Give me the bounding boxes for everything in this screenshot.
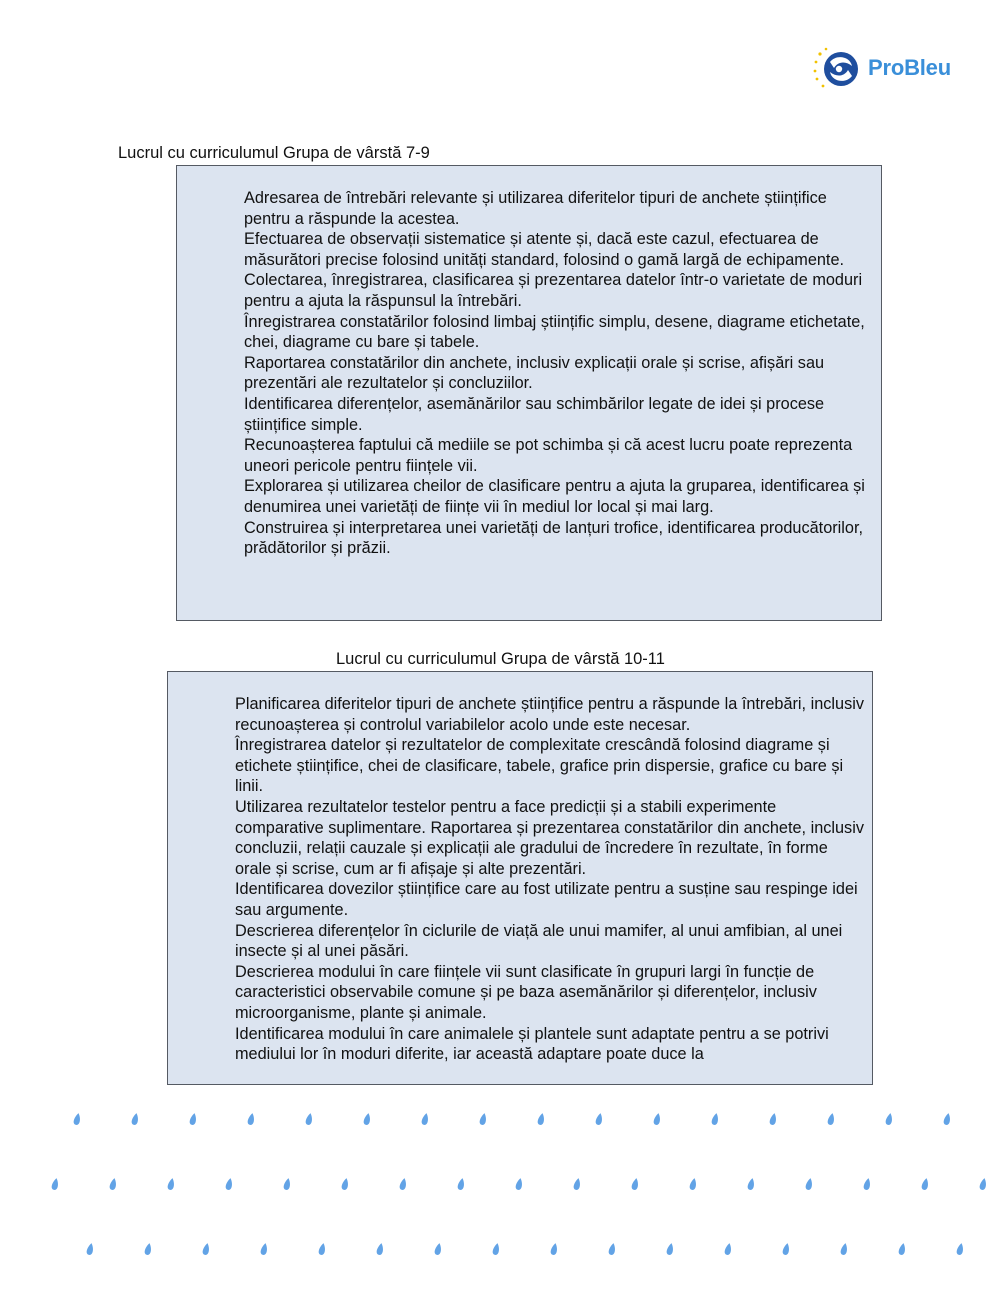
droplet-icon: [653, 1113, 661, 1126]
droplet-icon: [805, 1178, 813, 1191]
droplet-icon: [608, 1243, 616, 1256]
droplet-icon: [747, 1178, 755, 1191]
droplet-icon: [51, 1178, 59, 1191]
droplet-icon: [109, 1178, 117, 1191]
curriculum-item: Raportarea constatărilor din anchete, inclusiv explicații orale și scrise, afișări sau prezentări ale rezultatelor și concluziilor.: [244, 353, 825, 393]
droplet-icon: [260, 1243, 268, 1256]
probleu-logo: [812, 46, 972, 92]
droplet-icon: [840, 1243, 848, 1256]
droplet-icon: [305, 1113, 313, 1126]
droplet-icon: [318, 1243, 326, 1256]
curriculum-item: Identificarea modului în care animalele și plantele sunt adaptate pentru a se potrivi mediului lor în moduri diferite, iar această adaptare poate duce la: [235, 1024, 829, 1064]
droplet-icon: [247, 1113, 255, 1126]
logo-text: ProBleu: [868, 55, 951, 80]
droplet-icon: [885, 1113, 893, 1126]
droplet-icon: [573, 1178, 581, 1191]
droplet-icon: [399, 1178, 407, 1191]
curriculum-item: Identificarea dovezilor științifice care au fost utilizate pentru a susține sau respinge idei sau argumente.: [235, 880, 858, 919]
curriculum-item: Descrierea modului în care ființele vii sunt clasificate în grupuri largi în funcție de caracteristici observabile comune și pe baza asemănărilor și diferențelor, inclusiv microorganisme, plante și animale.: [235, 962, 817, 1022]
curriculum-box-age-10-11: [167, 671, 873, 1085]
droplet-icon: [666, 1243, 674, 1256]
droplet-icon: [479, 1113, 487, 1126]
droplet-icon: [769, 1113, 777, 1126]
droplet-icon: [189, 1113, 197, 1126]
section-title-age-10-11: Lucrul cu curriculumul Grupa de vârstă 10-11: [336, 650, 665, 668]
curriculum-item: Utilizarea rezultatelor testelor pentru a face predicții și a stabili experimente comparative suplimentare. Raportarea și prezentarea constatărilor din anchete, inclusiv concluzii, relații cauzale și explicații ale gradului de încredere în rezultate, în forme orale și scrise, cum ar fi afișaje și alte prezentări.: [235, 797, 864, 878]
droplet-icon: [492, 1243, 500, 1256]
droplet-icon: [979, 1178, 987, 1191]
section-title-age-7-9: Lucrul cu curriculumul Grupa de vârstă 7-9: [118, 144, 430, 162]
curriculum-item: Planificarea diferitelor tipuri de anchete științifice pentru a răspunde la întrebări, inclusiv recunoașterea și controlul variabilelor acolo unde este necesar.: [235, 695, 864, 734]
droplet-icon: [827, 1113, 835, 1126]
droplet-icon: [457, 1178, 465, 1191]
probleu-logo-icon: [812, 46, 862, 92]
droplet-icon: [341, 1178, 349, 1191]
curriculum-item: Descrierea diferențelor în ciclurile de viață ale unui mamifer, al unui amfibian, al unei insecte și al unei păsări.: [235, 921, 843, 961]
droplet-icon: [167, 1178, 175, 1191]
droplet-icon: [376, 1243, 384, 1256]
droplet-icon: [225, 1178, 233, 1191]
droplet-icon: [363, 1113, 371, 1126]
droplet-icon: [283, 1178, 291, 1191]
curriculum-item: Identificarea diferențelor, asemănărilor sau schimbărilor legate de idei și procese științifice simple.: [244, 394, 825, 434]
droplet-icon: [595, 1113, 603, 1126]
curriculum-item: Efectuarea de observații sistematice și atente și, dacă este cazul, efectuarea de măsurători precise folosind unități standard, folosind o gamă largă de echipamente.: [244, 230, 845, 269]
decorative-drop-pattern: [0, 1100, 1000, 1270]
curriculum-item: Recunoașterea faptului că mediile se pot schimba și că acest lucru poate reprezenta uneori pericole pentru ființele vii.: [244, 436, 853, 475]
droplet-icon: [515, 1178, 523, 1191]
droplet-icon: [921, 1178, 929, 1191]
curriculum-item: Înregistrarea constatărilor folosind limbaj științific simplu, desene, diagrame etichetate, chei, diagrame cu bare și tabele.: [244, 312, 865, 352]
droplet-icon: [73, 1113, 81, 1126]
droplet-icon: [724, 1243, 732, 1256]
curriculum-box-age-7-9: [176, 165, 882, 621]
curriculum-item: Adresarea de întrebări relevante și utilizarea diferitelor tipuri de anchete științifice pentru a răspunde la acestea.: [244, 189, 827, 228]
droplet-icon: [898, 1243, 906, 1256]
droplet-icon: [863, 1178, 871, 1191]
droplet-icon: [537, 1113, 545, 1126]
droplet-icon: [956, 1243, 964, 1256]
curriculum-item: Explorarea și utilizarea cheilor de clasificare pentru a ajuta la gruparea, identificarea și denumirea unei varietăți de ființe vii în mediul lor local și mai larg.: [244, 477, 865, 516]
droplet-icon: [631, 1178, 639, 1191]
droplet-icon: [202, 1243, 210, 1256]
curriculum-item: Construirea și interpretarea unei varietăți de lanțuri trofice, identificarea producătorilor, prădătorilor și prăzii.: [244, 518, 864, 558]
curriculum-item: Înregistrarea datelor și rezultatelor de complexitate crescândă folosind diagrame și etichete științifice, chei de clasificare, tabele, grafice prin dispersie, grafice cu bare și linii.: [235, 736, 844, 796]
curriculum-item: Colectarea, înregistrarea, clasificarea și prezentarea datelor într-o varietate de moduri pentru a ajuta la răspunsul la întrebări.: [244, 271, 863, 310]
droplet-icon: [943, 1113, 951, 1126]
droplet-icon: [711, 1113, 719, 1126]
droplet-icon: [782, 1243, 790, 1256]
droplet-icon: [131, 1113, 139, 1126]
droplet-icon: [434, 1243, 442, 1256]
droplet-icon: [550, 1243, 558, 1256]
droplet-icon: [689, 1178, 697, 1191]
droplet-icon: [86, 1243, 94, 1256]
droplet-icon: [421, 1113, 429, 1126]
droplet-icon: [144, 1243, 152, 1256]
